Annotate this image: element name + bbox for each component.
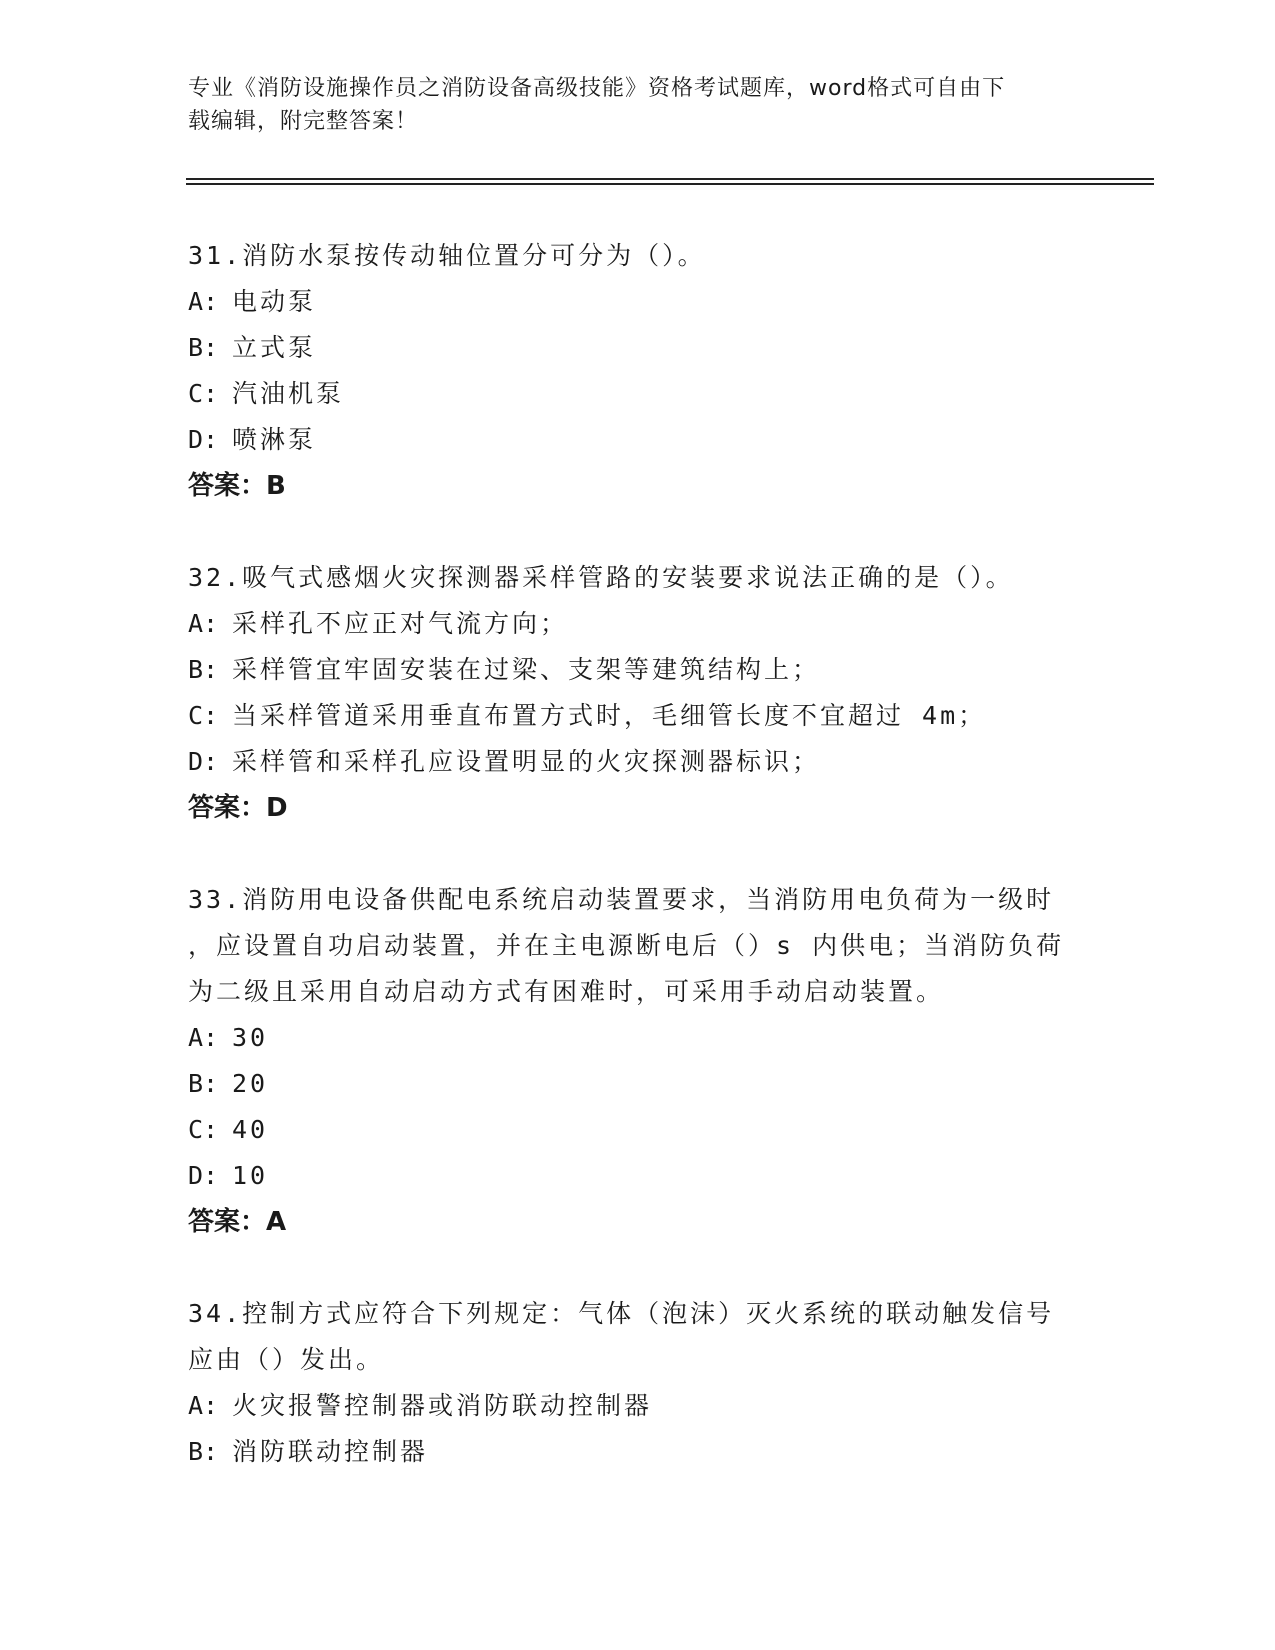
answer-text: 答案：A xyxy=(188,1207,287,1237)
option-key: B: xyxy=(188,333,219,362)
option-text: 采样管和采样孔应设置明显的火灾探测器标识； xyxy=(232,747,821,776)
option-key: A: xyxy=(188,287,219,316)
option-text: 20 xyxy=(232,1069,269,1098)
option-text: 采样孔不应正对气流方向； xyxy=(232,609,569,638)
question-stem: 31.消防水泵按传动轴位置分可分为（）。 xyxy=(188,241,706,270)
option-text: 喷淋泵 xyxy=(232,425,317,454)
option-d xyxy=(188,739,1088,785)
option-d xyxy=(188,417,1088,463)
option-d xyxy=(188,1153,1088,1199)
question-stem: 32.吸气式感烟火灾探测器采样管路的安装要求说法正确的是（）。 xyxy=(188,563,1014,592)
question-stem-line: 34.控制方式应符合下列规定：气体（泡沫）灭火系统的联动触发信号 xyxy=(188,1299,1055,1328)
option-text: 电动泵 xyxy=(232,287,317,316)
option-key: B: xyxy=(188,1069,219,1098)
option-text: 30 xyxy=(232,1023,269,1052)
answer-text: 答案：B xyxy=(188,471,286,501)
option-b xyxy=(188,1429,1088,1475)
option-key: C: xyxy=(188,701,219,730)
header-divider-top xyxy=(186,178,1154,180)
option-text: 40 xyxy=(232,1115,269,1144)
option-b xyxy=(188,1061,1088,1107)
option-key: A: xyxy=(188,1023,219,1052)
option-text: 火灾报警控制器或消防联动控制器 xyxy=(232,1391,653,1420)
document-header xyxy=(188,72,1088,138)
question-stem-line: ，应设置自功启动装置，并在主电源断电后（）s 内供电；当消防负荷 xyxy=(188,931,1065,960)
option-b xyxy=(188,647,1088,693)
answer-text: 答案：D xyxy=(188,793,288,823)
option-key: B: xyxy=(188,1437,219,1466)
option-key: D: xyxy=(188,1161,219,1190)
option-key: A: xyxy=(188,609,219,638)
option-key: B: xyxy=(188,655,219,684)
option-key: C: xyxy=(188,1115,219,1144)
option-c xyxy=(188,693,1088,739)
option-b xyxy=(188,325,1088,371)
option-a xyxy=(188,1015,1088,1061)
question-list xyxy=(188,233,1088,1521)
question-stem-line: 为二级且采用自动启动方式有困难时，可采用手动启动装置。 xyxy=(188,977,945,1006)
option-text: 立式泵 xyxy=(232,333,317,362)
option-text: 采样管宜牢固安装在过梁、支架等建筑结构上； xyxy=(232,655,821,684)
header-line-2: 载编辑，附完整答案！ xyxy=(188,109,419,134)
option-key: D: xyxy=(188,747,219,776)
option-text: 当采样管道采用垂直布置方式时，毛细管长度不宜超过 4m； xyxy=(232,701,987,730)
option-c xyxy=(188,371,1088,417)
option-text: 汽油机泵 xyxy=(232,379,345,408)
option-key: C: xyxy=(188,379,219,408)
question-34 xyxy=(188,1291,1088,1475)
option-key: D: xyxy=(188,425,219,454)
header-divider-bottom xyxy=(186,183,1154,185)
option-a xyxy=(188,1383,1088,1429)
question-32 xyxy=(188,555,1088,831)
option-text: 消防联动控制器 xyxy=(232,1437,429,1466)
question-31 xyxy=(188,233,1088,509)
option-key: A: xyxy=(188,1391,219,1420)
option-a xyxy=(188,279,1088,325)
question-stem-line: 33.消防用电设备供配电系统启动装置要求，当消防用电负荷为一级时 xyxy=(188,885,1055,914)
option-c xyxy=(188,1107,1088,1153)
header-line-1: 专业《消防设施操作员之消防设备高级技能》资格考试题库，word格式可自由下 xyxy=(188,76,1006,101)
question-33 xyxy=(188,877,1088,1245)
option-text: 10 xyxy=(232,1161,269,1190)
question-stem-line: 应由（）发出。 xyxy=(188,1345,385,1374)
option-a xyxy=(188,601,1088,647)
